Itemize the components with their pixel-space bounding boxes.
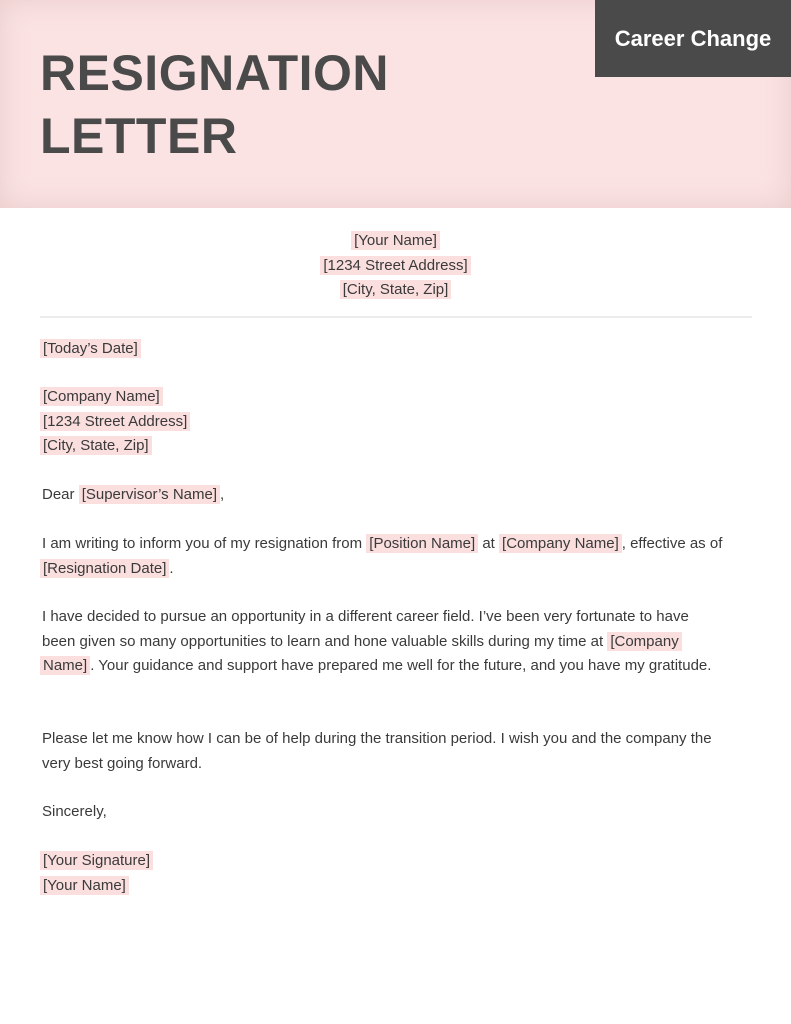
para1-company-name: [Company Name] [499, 534, 622, 553]
para2-line-1: I have decided to pursue an opportunity in a different career field. I’ve been very fortunate to have [42, 608, 689, 625]
para2-company-name-part-1: [Company [607, 632, 681, 651]
sender-address: [1234 Street Address] [320, 256, 470, 275]
signature-block [40, 849, 752, 898]
para3-line-1: Please let me know how I can be of help during the transition period. I wish you and the company the [42, 730, 712, 747]
signed-name: [Your Name] [40, 876, 129, 895]
title-line-1: RESIGNATION [40, 45, 390, 101]
paragraph-2 [40, 605, 752, 679]
paragraph-1 [40, 532, 752, 581]
para1-text-4: . [169, 559, 174, 577]
divider [40, 316, 752, 318]
recipient-block [40, 385, 752, 459]
closing: Sincerely, [42, 803, 107, 820]
para2-line-2: been given so many opportunities to learn and hone valuable skills during my time at [42, 632, 608, 650]
para2-line-3: . Your guidance and support have prepared me well for the future, and you have my gratitude. [90, 657, 712, 674]
para1-text-1: I am writing to inform you of my resignation from [42, 535, 367, 552]
position-name: [Position Name] [366, 534, 478, 553]
sender-block [0, 229, 791, 303]
paragraph-3 [40, 727, 752, 776]
closing-block [40, 800, 752, 825]
recipient-address: [1234 Street Address] [40, 412, 190, 431]
sender-city: [City, State, Zip] [340, 280, 452, 299]
letter-date-block [40, 337, 752, 362]
recipient-company: [Company Name] [40, 387, 163, 406]
salutation [40, 483, 752, 508]
page-title [40, 42, 389, 168]
salutation-suffix: , [220, 486, 225, 503]
supervisor-name: [Supervisor’s Name] [79, 485, 220, 504]
recipient-city: [City, State, Zip] [40, 436, 152, 455]
letter-date: [Today’s Date] [40, 339, 141, 358]
para1-text-2: at [478, 535, 500, 552]
resignation-date: [Resignation Date] [40, 559, 169, 578]
para3-line-2: very best going forward. [42, 754, 203, 772]
category-badge: Career Change [595, 0, 791, 77]
para1-text-3: , effective as of [621, 535, 723, 552]
salutation-prefix: Dear [42, 486, 79, 503]
signature: [Your Signature] [40, 851, 153, 870]
sender-name: [Your Name] [351, 231, 440, 250]
title-line-2: LETTER [40, 108, 238, 164]
para2-company-name-part-2: Name] [40, 656, 90, 675]
